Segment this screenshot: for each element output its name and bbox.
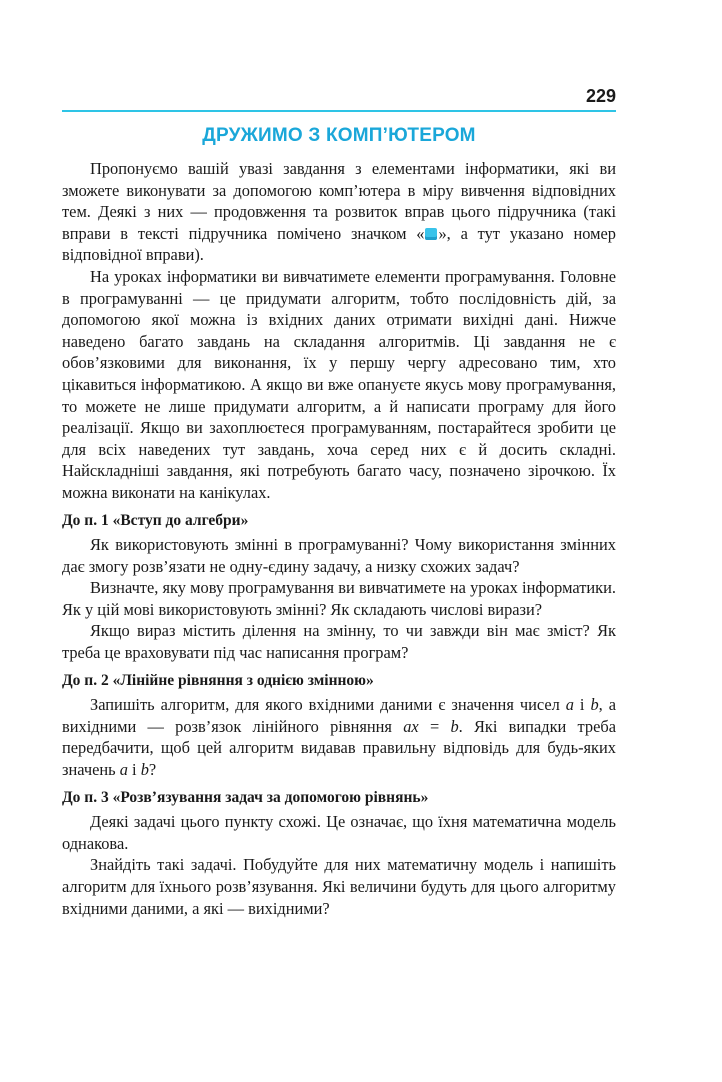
section-heading-1: До п. 1 «Вступ до алгебри» (62, 511, 249, 529)
computer-exercise-icon (425, 228, 437, 240)
s3-paragraph-1: Деякі задачі цього пункту схожі. Це означає, що їхня математична модель однакова. (62, 812, 616, 853)
var-b: b (590, 695, 599, 715)
intro-text-a: Пропонуємо вашій увазі завдання з елементами інформатики, які ви зможете виконувати за допомогою комп’ютера в міру вивчення відповідних тем. Деякі з них — продовження та розвиток вправ цього підручника (такі вправи в тексті підручника помічено значком « (62, 159, 616, 243)
s1-paragraph-3: Якщо вираз містить ділення на змінну, то чи завжди він має зміст? Як треба це враховувати під час написання програм? (62, 621, 616, 663)
s2-text-3: , а вихідними — розв’язок лінійного рівняння (62, 695, 616, 736)
equation-lhs: ax (403, 716, 419, 736)
var-a-2: a (119, 760, 128, 780)
textbook-page (62, 84, 616, 919)
s3-paragraph-2: Знайдіть такі задачі. Побудуйте для них математичну модель і напишіть алгоритм для їхнього розв’язування. Які величини будуть для цього алгоритму вхідними даними, а які — вихідними? (62, 855, 616, 918)
page-number: 229 (585, 86, 616, 106)
s2-text-2: і (573, 695, 591, 715)
section-title: ДРУЖИМО З КОМП’ЮТЕРОМ (202, 125, 476, 146)
s2-text-1: Запишіть алгоритм, для якого вхідними даними є значення чисел (90, 695, 566, 715)
intro-paragraph-1 (62, 158, 616, 266)
header-rule (62, 110, 616, 112)
section-heading-3: До п. 3 «Розв’язування задач за допомогою рівнянь» (62, 788, 429, 806)
equation-equals: = (418, 716, 451, 736)
intro-paragraph-2: На уроках інформатики ви вивчатимете елементи програмування. Головне в програмуванні — це придумати алгоритм, тобто послідовність дій, за допомогою якої можна із вхідних даних отримати вихідні дані. Нижче наведено багато завдань на складання алгоритмів. Ці завдання не є обов’язковими для виконання, їх у першу чергу адресовано тим, хто цікавиться інформатикою. А якщо ви вже опануєте якусь мову програмування, то можете не лише придумати алгоритм, а й написати програму для його реалізації. Якщо ви захоплюєтеся програмуванням, постарайтеся зробити це для всіх наведених тут завдань, хоча серед них є й досить складні. Найскладніші завдання, які потребують багато часу, позначено зірочкою. Їх можна виконати на канікулах. (62, 266, 616, 502)
var-b-2: b (140, 760, 149, 780)
intro-text-b: », а тут указано номер відповідної вправи). (62, 223, 616, 265)
section-heading-2: До п. 2 «Лінійне рівняння з однією змінною» (62, 671, 374, 689)
s2-text-5: і (127, 760, 141, 780)
s1-paragraph-1: Як використовують змінні в програмуванні? Чому використання змінних дає змогу розв’язати не одну-єдину задачу, а низку схожих задач? (62, 535, 616, 576)
s2-text-6: ? (148, 760, 157, 780)
var-a: a (565, 695, 574, 715)
s2-text-4: . Які випадки треба передбачити, щоб цей алгоритм видавав правильну відповідь для будь-яких значень (62, 716, 616, 780)
s1-paragraph-2: Визначте, яку мову програмування ви вивчатимете на уроках інформатики. Як у цій мові використовують змінні? Як складають числові вирази? (62, 578, 616, 619)
s2-paragraph-1 (62, 694, 616, 780)
equation-rhs: b (450, 716, 459, 736)
